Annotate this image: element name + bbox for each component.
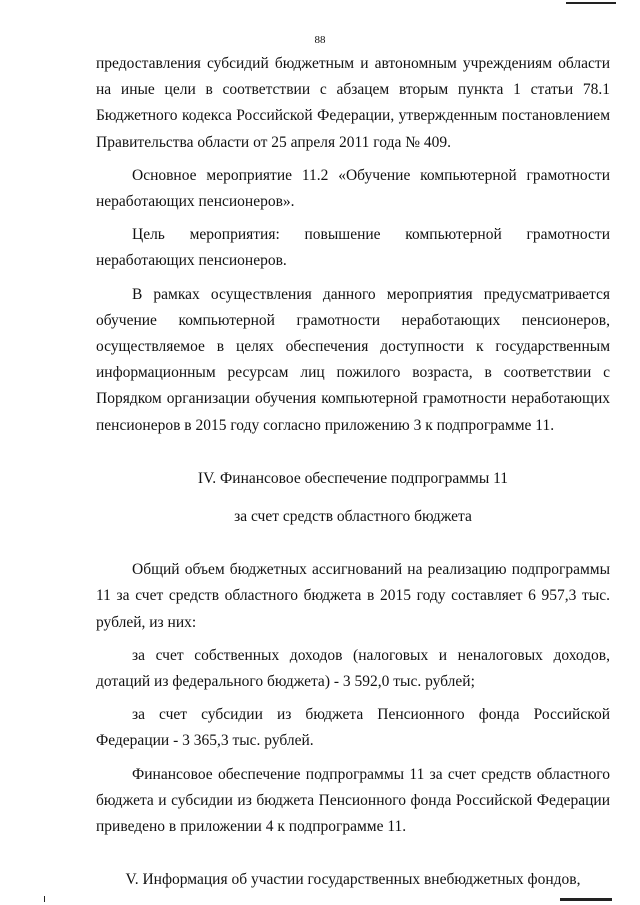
- scan-mark-bottom-right: [560, 898, 612, 901]
- section-v-heading-line1: V. Информация об участии государственных внебюджетных фондов,: [125, 871, 581, 889]
- scan-mark-top-right: [566, 2, 616, 4]
- paragraph-activity-scope: В рамках осуществления данного мероприятия предусматривается обучение компьютерной грамотности неработающих пенсионеров, осуществляемое в целях обеспечения доступности к государственным информационным ресурсам лиц пожилого возраста, в соответствии с Порядком организации обучения компьютерной грамотности неработающих пенсионеров в 2015 году согласно приложению 3 к подпрограмме 11.: [96, 285, 610, 434]
- paragraph-financing-reference: Финансовое обеспечение подпрограммы 11 за счет средств областного бюджета и субсидии из бюджета Пенсионного фонда Российской Федерации приведено в приложении 4 к подпрограмме 11.: [96, 765, 610, 836]
- page-number: 88: [314, 34, 326, 46]
- paragraph-activity-goal: Цель мероприятия: повышение компьютерной грамотности неработающих пенсионеров.: [96, 226, 610, 270]
- paragraph-total-budget: Общий объем бюджетных ассигнований на реализацию подпрограммы 11 за счет средств областного бюджета в 2015 году составляет 6 957,3 тыс. рублей, из них:: [96, 561, 610, 631]
- paragraph-main-activity: Основное мероприятие 11.2 «Обучение компьютерной грамотности неработающих пенсионеров».: [96, 166, 610, 211]
- paragraph-subsidies: предоставления субсидий бюджетным и автономным учреждениям области на иные цели в соответствии с абзацем вторым пункта 1 статьи 78.1 Бюджетного кодекса Российской Федерации, утвержденным постановлением Правительства области от 25 апреля 2011 года № 409.: [96, 55, 610, 151]
- document-body: [96, 51, 610, 893]
- section-iv-heading-line1: IV. Финансовое обеспечение подпрограммы 11: [197, 469, 509, 487]
- scan-mark-bottom-left: [44, 896, 45, 902]
- paragraph-pension-fund-subsidy: за счет субсидии из бюджета Пенсионного фонда Российской Федерации - 3 365,3 тыс. рублей.: [96, 706, 610, 750]
- paragraph-own-revenue: за счет собственных доходов (налоговых и неналоговых доходов, дотаций из федерального бюджета) - 3 592,0 тыс. рублей;: [96, 646, 610, 691]
- section-iv-heading-line2: за счет средств областного бюджета: [234, 508, 472, 526]
